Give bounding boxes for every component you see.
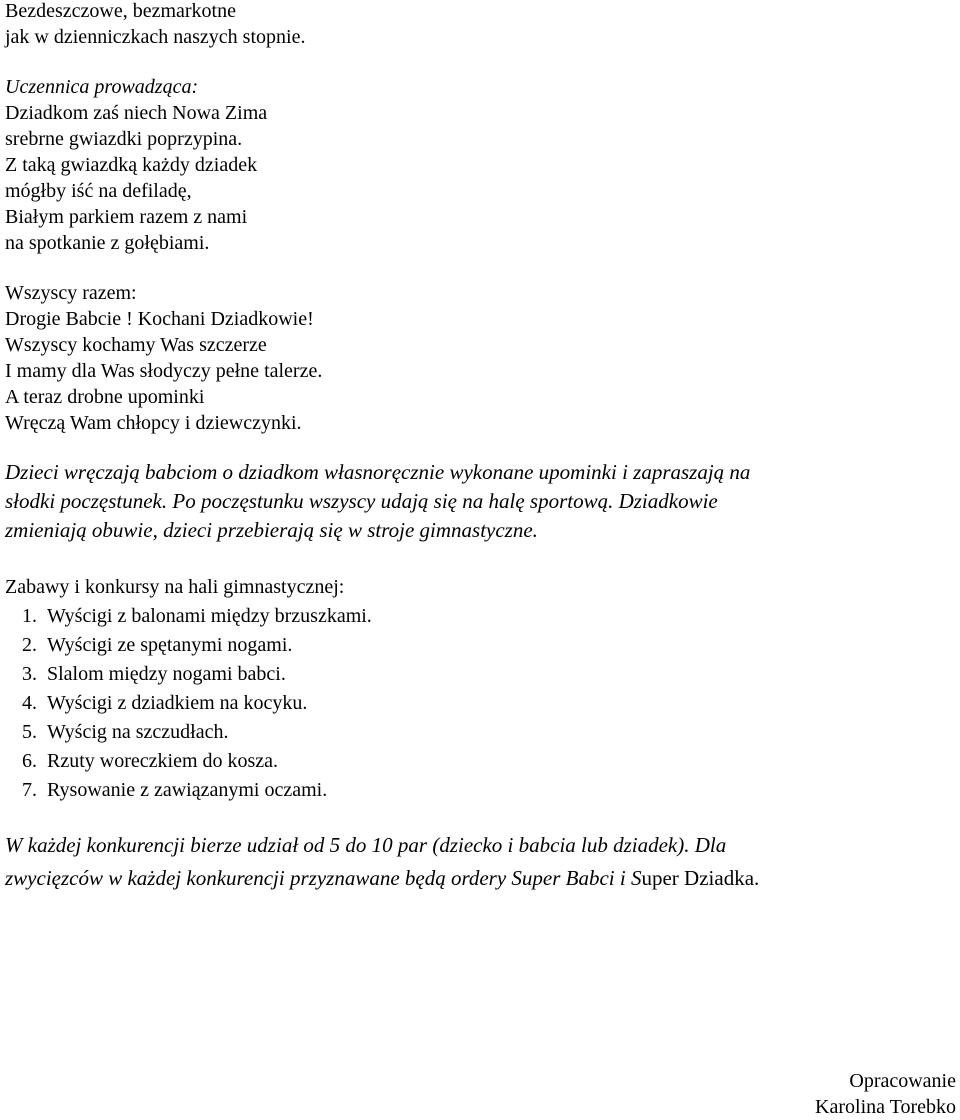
- verse-line: jak w dzienniczkach naszych stopnie.: [5, 26, 306, 48]
- games-list: [5, 602, 955, 805]
- stage-direction-line: Dzieci wręczają babciom o dziadkom własnoręcznie wykonane upominki i zapraszają na: [5, 460, 751, 484]
- speaker-label: Wszyscy razem:: [5, 282, 137, 304]
- speaker-label: Uczennica prowadząca:: [5, 76, 199, 98]
- list-item: 6. Rzuty woreczkiem do kosza.: [22, 750, 279, 772]
- verse-line: Z taką gwiazdką każdy dziadek: [5, 154, 258, 176]
- student-speaker-section: [5, 74, 955, 256]
- all-together-section: [5, 280, 955, 436]
- verse-line: mógłby iść na defiladę,: [5, 180, 192, 202]
- credit-label: Opracowanie: [849, 1070, 956, 1092]
- list-item: 3. Slalom między nogami babci.: [22, 663, 286, 685]
- verse-line: Bezdeszczowe, bezmarkotne: [5, 0, 236, 22]
- verse-line: na spotkanie z gołębiami.: [5, 232, 210, 254]
- list-item: 5. Wyścig na szczudłach.: [22, 721, 229, 743]
- verse-line: I mamy dla Was słodyczy pełne talerze.: [5, 360, 323, 382]
- verse-line: Wręczą Wam chłopcy i dziewczynki.: [5, 412, 302, 434]
- stage-direction-line: słodki poczęstunek. Po poczęstunku wszyscy udają się na halę sportową. Dziadkowie: [5, 489, 718, 513]
- games-heading: Zabawy i konkursy na hali gimnastycznej:: [5, 576, 345, 598]
- closing-note-line: W każdej konkurencji bierze udział od 5 do 10 par (dziecko i babcia lub dziadek). Dla: [5, 833, 727, 857]
- verse-line: Dziadkom zaś niech Nowa Zima: [5, 102, 268, 124]
- document-page: [5, 0, 955, 895]
- verse-line: srebrne gwiazdki poprzypina.: [5, 128, 243, 150]
- author-name: Karolina Torebko: [815, 1096, 956, 1118]
- games-section: [5, 573, 955, 805]
- stage-direction: [5, 458, 955, 545]
- stage-direction-line: zmieniają obuwie, dzieci przebierają się w stroje gimnastyczne.: [5, 518, 538, 542]
- verse-line: A teraz drobne upominki: [5, 386, 205, 408]
- verse-line: Białym parkiem razem z nami: [5, 206, 248, 228]
- list-item: 1. Wyścigi z balonami między brzuszkami.: [22, 605, 372, 627]
- verse-line: Wszyscy kochamy Was szczerze: [5, 334, 267, 356]
- opening-verse: [5, 0, 955, 50]
- list-item: 7. Rysowanie z zawiązanymi oczami.: [22, 779, 328, 801]
- list-item: 2. Wyścigi ze spętanymi nogami.: [22, 634, 293, 656]
- closing-note: [5, 829, 955, 895]
- closing-note-line: zwycięzców w każdej konkurencji przyznawane będą ordery Super Babci i Super Dziadka.: [5, 866, 760, 890]
- list-item: 4. Wyścigi z dziadkiem na kocyku.: [22, 692, 308, 714]
- verse-line: Drogie Babcie ! Kochani Dziadkowie!: [5, 308, 314, 330]
- author-credit: [815, 1068, 956, 1120]
